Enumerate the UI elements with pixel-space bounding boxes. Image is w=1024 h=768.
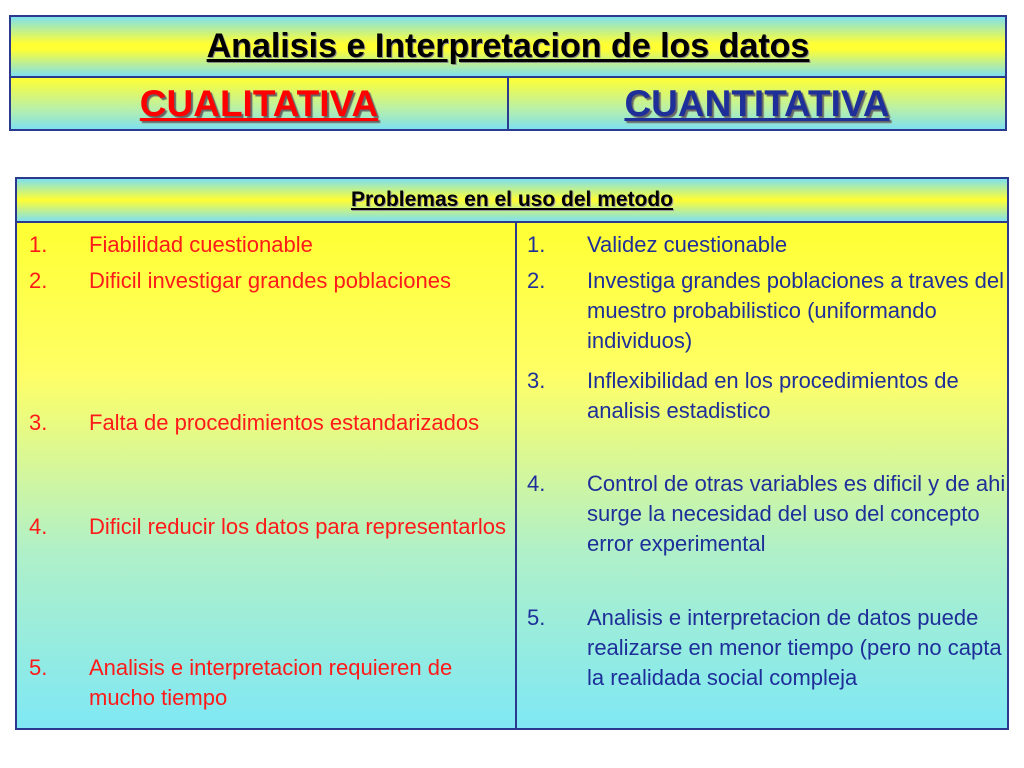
item-text: Falta de procedimientos estandarizados — [89, 410, 480, 435]
item-number: 1. — [29, 232, 48, 257]
list-item — [29, 408, 509, 438]
item-number: 5. — [29, 655, 48, 680]
quantitative-problems-column — [517, 223, 1007, 728]
list-item — [527, 230, 1007, 260]
method-row — [11, 78, 1005, 129]
qualitative-heading: CUALITATIVA — [11, 78, 509, 129]
item-text: Investiga grandes poblaciones a traves del muestro probabilistico (uniformando individuos) — [587, 268, 1005, 353]
list-item — [29, 653, 509, 713]
item-text: Inflexibilidad en los procedimientos de analisis estadistico — [587, 368, 959, 423]
quantitative-heading: CUANTITATIVA — [624, 82, 890, 124]
list-item — [29, 230, 509, 260]
list-item — [527, 366, 1007, 426]
item-text: Fiabilidad cuestionable — [89, 232, 313, 257]
item-number: 4. — [527, 471, 546, 496]
list-item — [527, 603, 1007, 693]
item-number: 1. — [527, 232, 546, 257]
item-number: 4. — [29, 514, 48, 539]
list-item — [29, 512, 509, 542]
list-item — [527, 266, 1007, 356]
header-table — [9, 15, 1007, 131]
item-number: 2. — [29, 268, 48, 293]
item-text: Analisis e interpretacion de datos puede realizarse en menor tiempo (pero no capta la realidada social compleja — [587, 605, 1002, 690]
item-number: 3. — [527, 368, 546, 393]
item-number: 5. — [527, 605, 546, 630]
problems-table — [15, 177, 1009, 730]
title-row — [11, 17, 1005, 78]
item-number: 2. — [527, 268, 546, 293]
list-item — [527, 469, 1007, 559]
item-text: Control de otras variables es dificil y de ahi surge la necesidad del uso del concepto error experimental — [587, 471, 1006, 556]
list-item — [29, 266, 509, 296]
problems-header-label: Problemas en el uso del metodo — [350, 188, 674, 211]
item-text: Dificil reducir los datos para representarlos — [89, 514, 506, 539]
item-text: Analisis e interpretacion requieren de mucho tiempo — [89, 655, 453, 710]
item-number: 3. — [29, 410, 48, 435]
problems-header — [17, 179, 1007, 223]
qualitative-problems-column — [17, 223, 517, 728]
page-title: Analisis e Interpretacion de los datos — [206, 27, 810, 65]
item-text: Dificil investigar grandes poblaciones — [89, 268, 451, 293]
item-text: Validez cuestionable — [587, 232, 788, 257]
